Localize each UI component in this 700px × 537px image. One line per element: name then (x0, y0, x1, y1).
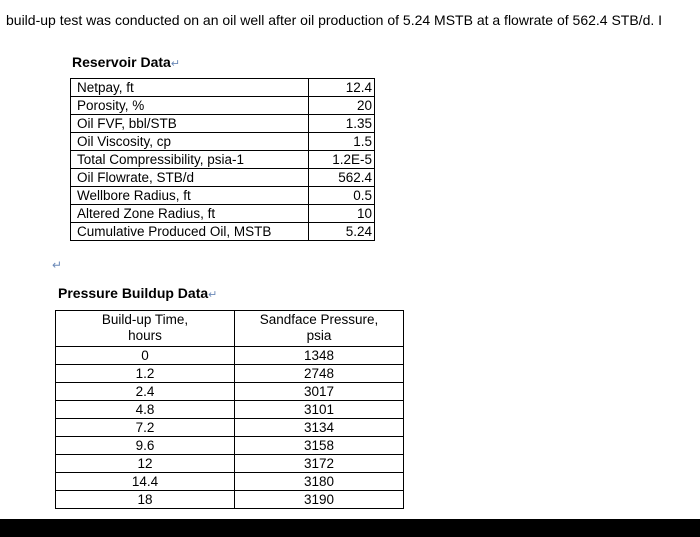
reservoir-value: 20 (309, 97, 375, 115)
reservoir-value: 12.4 (309, 79, 375, 97)
buildup-time: 0 (56, 347, 235, 365)
reservoir-value: 0.5 (309, 187, 375, 205)
reservoir-key: Total Compressibility, psia-1 (71, 151, 309, 169)
reservoir-data-title: Reservoir Data↵ (72, 54, 181, 70)
table-row (56, 491, 404, 509)
buildup-time: 4.8 (56, 401, 235, 419)
bottom-bar (0, 519, 700, 537)
table-row (71, 115, 375, 133)
sandface-pressure: 3017 (235, 383, 404, 401)
sandface-pressure: 3190 (235, 491, 404, 509)
table-row (71, 97, 375, 115)
buildup-time: 14.4 (56, 473, 235, 491)
table-row (56, 365, 404, 383)
table-row (56, 347, 404, 365)
reservoir-key: Oil Viscosity, cp (71, 133, 309, 151)
sandface-pressure: 3180 (235, 473, 404, 491)
buildup-time: 18 (56, 491, 235, 509)
reservoir-key: Wellbore Radius, ft (71, 187, 309, 205)
sandface-pressure: 3158 (235, 437, 404, 455)
table-row (71, 79, 375, 97)
table-row (71, 223, 375, 241)
buildup-time: 2.4 (56, 383, 235, 401)
table-row (56, 383, 404, 401)
table-row (71, 133, 375, 151)
buildup-time: 7.2 (56, 419, 235, 437)
sandface-pressure: 3172 (235, 455, 404, 473)
table-row (56, 419, 404, 437)
reservoir-value: 10 (309, 205, 375, 223)
sandface-pressure: 2748 (235, 365, 404, 383)
return-mark-icon: ↵ (170, 58, 181, 70)
table-row (71, 205, 375, 223)
table-row (56, 401, 404, 419)
buildup-time: 12 (56, 455, 235, 473)
buildup-time: 9.6 (56, 437, 235, 455)
sandface-pressure: 3134 (235, 419, 404, 437)
reservoir-data-table (70, 78, 375, 241)
reservoir-value: 1.2E-5 (309, 151, 375, 169)
table-row (71, 187, 375, 205)
reservoir-value: 1.35 (309, 115, 375, 133)
table-row (71, 169, 375, 187)
reservoir-key: Porosity, % (71, 97, 309, 115)
table-row (56, 437, 404, 455)
table-row (71, 151, 375, 169)
reservoir-value: 5.24 (309, 223, 375, 241)
table-header-row (56, 311, 404, 347)
intro-text: build-up test was conducted on an oil well after oil production of 5.24 MSTB at a flowrate of 562.4 STB/d. I (6, 12, 663, 28)
table-row (56, 455, 404, 473)
return-mark-icon: ↵ (208, 289, 218, 301)
column-header-pressure: Sandface Pressure, psia (235, 311, 404, 347)
column-header-time: Build-up Time, hours (56, 311, 235, 347)
reservoir-key: Cumulative Produced Oil, MSTB (71, 223, 309, 241)
reservoir-key: Netpay, ft (71, 79, 309, 97)
table-row (56, 473, 404, 491)
sandface-pressure: 3101 (235, 401, 404, 419)
reservoir-key: Oil FVF, bbl/STB (71, 115, 309, 133)
pressure-buildup-table (55, 310, 404, 509)
buildup-time: 1.2 (56, 365, 235, 383)
pressure-buildup-title: Pressure Buildup Data↵ (58, 285, 218, 301)
reservoir-key: Altered Zone Radius, ft (71, 205, 309, 223)
reservoir-value: 1.5 (309, 133, 375, 151)
reservoir-key: Oil Flowrate, STB/d (71, 169, 309, 187)
sandface-pressure: 1348 (235, 347, 404, 365)
paragraph-mark-icon: ↵ (52, 258, 63, 272)
reservoir-value: 562.4 (309, 169, 375, 187)
